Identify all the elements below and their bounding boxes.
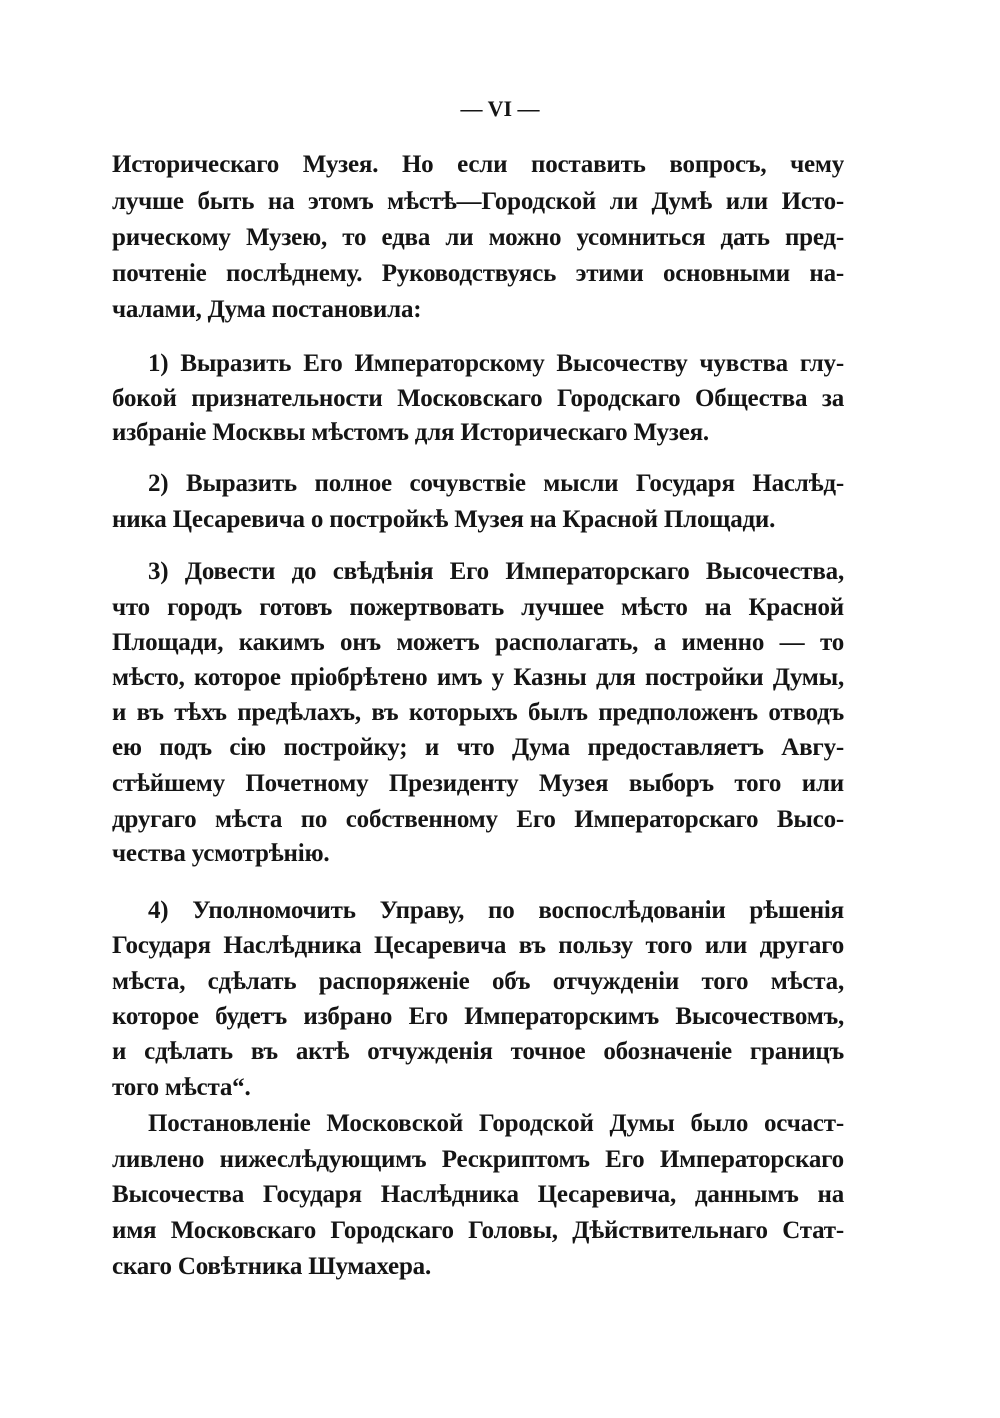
text-line: почтеніе послѣднему. Руководствуясь этими основными на- bbox=[112, 260, 844, 287]
text-line: мѣсто, которое пріобрѣтено имъ у Казны для постройки Думы, bbox=[112, 664, 844, 691]
text-line: чества усмотрѣнію. bbox=[112, 840, 330, 867]
text-line: 3) Довести до свѣдѣнія Его Императорскаго Высочества, bbox=[148, 558, 844, 585]
text-line: Историческаго Музея. Но если поставить вопросъ, чему bbox=[112, 151, 844, 178]
text-line: и сдѣлать въ актѣ отчужденія точное обозначеніе границъ bbox=[112, 1038, 844, 1065]
page-number: — VI — bbox=[460, 96, 540, 121]
text-line: Постановленіе Московской Городской Думы было осчаст- bbox=[148, 1110, 844, 1137]
text-line: Высочества Государя Наслѣдника Цесаревича, даннымъ на bbox=[112, 1181, 844, 1208]
text-line: ливлено нижеслѣдующимъ Рескриптомъ Его Императорскаго bbox=[112, 1146, 844, 1173]
text-line: того мѣста“. bbox=[112, 1074, 251, 1101]
text-line: Государя Наслѣдника Цесаревича въ пользу того или другаго bbox=[112, 932, 844, 959]
text-line: 1) Выразить Его Императорскому Высочеству чувства глу- bbox=[148, 350, 844, 377]
text-line: что городъ готовъ пожертвовать лучшее мѣсто на Красной bbox=[112, 594, 844, 621]
text-line: лучше быть на этомъ мѣстѣ—Городской ли Думѣ или Исто- bbox=[112, 188, 844, 215]
text-line: Площади, какимъ онъ можетъ располагать, а именно — то bbox=[112, 629, 844, 656]
text-line: 4) Уполномочить Управу, по воспослѣдованіи рѣшенія bbox=[148, 897, 844, 924]
text-line: мѣста, сдѣлать распоряженіе объ отчужденіи того мѣста, bbox=[112, 968, 844, 995]
text-line: скаго Совѣтника Шумахера. bbox=[112, 1253, 432, 1280]
text-line: 2) Выразить полное сочувствіе мысли Государя Наслѣд- bbox=[148, 470, 844, 497]
text-line: избраніе Москвы мѣстомъ для Историческаго Музея. bbox=[112, 419, 709, 446]
text-line: ника Цесаревича о постройкѣ Музея на Красной Площади. bbox=[112, 506, 776, 533]
text-line: рическому Музею, то едва ли можно усомниться дать пред- bbox=[112, 224, 844, 251]
text-line: ею подъ сію постройку; и что Дума предоставляетъ Авгу- bbox=[112, 734, 844, 761]
text-line: другаго мѣста по собственному Его Императорскаго Высо- bbox=[112, 806, 844, 833]
text-line: стѣйшему Почетному Президенту Музея выборъ того или bbox=[112, 770, 844, 797]
text-line: и въ тѣхъ предѣлахъ, въ которыхъ былъ предположенъ отводъ bbox=[112, 699, 844, 726]
text-line: чалами, Дума постановила: bbox=[112, 296, 422, 323]
text-line: имя Московскаго Городскаго Головы, Дѣйствительнаго Стат- bbox=[112, 1217, 844, 1244]
text-line: которое будетъ избрано Его Императорскимъ Высочествомъ, bbox=[112, 1003, 844, 1030]
text-line: бокой признательности Московскаго Городскаго Общества за bbox=[112, 385, 844, 412]
